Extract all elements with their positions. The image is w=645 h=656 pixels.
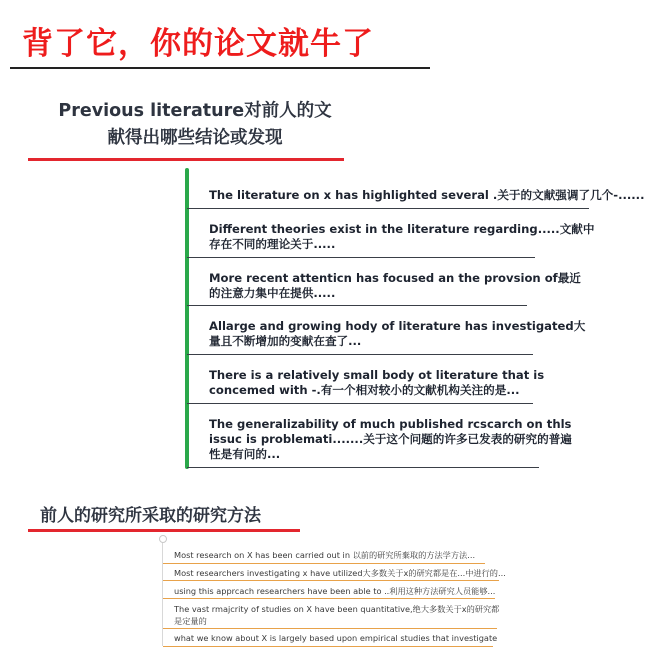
section2-item-2-underline (163, 580, 499, 581)
section2-item-3-underline (163, 598, 495, 599)
section1-item-2-line1: Different theories exist in the literature regarding.....文献中 (209, 222, 595, 236)
section1-item-6-line1: The generalizability of much published rcscarch on thls (209, 417, 572, 431)
section2-item-1-underline (163, 563, 485, 564)
section1-item-2 (209, 222, 595, 252)
section1-item-4-line2: 量且不断增加的变献在查了... (209, 334, 362, 348)
section1-item-1-text: The literature on x has highlighted several .关于的文献强调了几个-...... (209, 188, 645, 202)
section2-branch-line (162, 540, 163, 646)
section2-item-1 (174, 549, 475, 561)
section1-item-2-line2: 存在不同的理论关于..... (209, 237, 336, 251)
section1-item-5 (209, 368, 544, 398)
section1-title-line2: 献得出哪些结论或发现 (107, 128, 283, 148)
banner-divider (10, 67, 430, 69)
section2-item-5 (174, 632, 497, 644)
section1-branch-line (185, 168, 189, 469)
section1-item-3-underline (187, 305, 527, 306)
section2-title: 前人的研究所采取的研究方法 (40, 506, 261, 526)
section2-item-4-line1: The vast rmajcrity of studies on X have been quantitative,绝大多数关于x的研究都 (174, 604, 500, 614)
section2-node-circle-icon (159, 535, 167, 543)
section2-item-2-text: Most researchers investigating x have utilized大多数关于x的研究都是在...中进行的... (174, 568, 506, 578)
section2-item-2 (174, 567, 506, 579)
section2-item-3 (174, 585, 495, 597)
section1-item-5-line2: concemed with -.有一个相对较小的文献机构关注的是... (209, 383, 520, 397)
section1-underline (28, 158, 344, 161)
section1-item-2-underline (187, 257, 535, 258)
section1-item-5-underline (187, 403, 533, 404)
section1-item-6-line3: 性是有问的... (209, 447, 281, 461)
section1-item-5-line1: There is a relatively small body ot literature that is (209, 368, 545, 382)
section2-item-5-underline (163, 646, 493, 647)
section2-item-3-text: using this apprcach researchers have been able to ..利用这种方法研究人员能够... (174, 586, 496, 596)
section1-item-6-underline (187, 467, 539, 468)
section1-item-3-line2: 的注意力集中在提供..... (209, 286, 336, 300)
section1-item-6-line2: issuc is problemati.......关于这个问题的许多已发表的研究的普遍 (209, 432, 572, 446)
section1-item-4-line1: Allarge and growing hody of literature has investigated大 (209, 319, 586, 333)
section1-item-4 (209, 319, 585, 349)
section1-item-6 (209, 417, 572, 462)
banner-title: 背了它，你的论文就牛了 (22, 26, 374, 62)
section1-title-line1: Previous literature对前人的文 (58, 101, 332, 121)
section2-item-4-line2: 是定量的 (174, 616, 207, 626)
section1-item-3 (209, 271, 581, 301)
section1-item-1-underline (187, 208, 589, 209)
section1-item-1 (209, 188, 645, 203)
section2-underline (28, 529, 300, 532)
section1-title (30, 98, 360, 152)
section2-item-4 (174, 603, 499, 627)
section2-item-1-text: Most research on X has been carried out in 以前的研究所棄取的方法学方法... (174, 550, 476, 560)
section1-item-3-line1: More recent attenticn has focused an the provsion of最近 (209, 271, 581, 285)
section1-item-4-underline (187, 354, 533, 355)
section2-item-5-text: what we know about X is largely based upon empirical studies that investigate (174, 633, 498, 643)
section2-item-4-underline (163, 628, 497, 629)
